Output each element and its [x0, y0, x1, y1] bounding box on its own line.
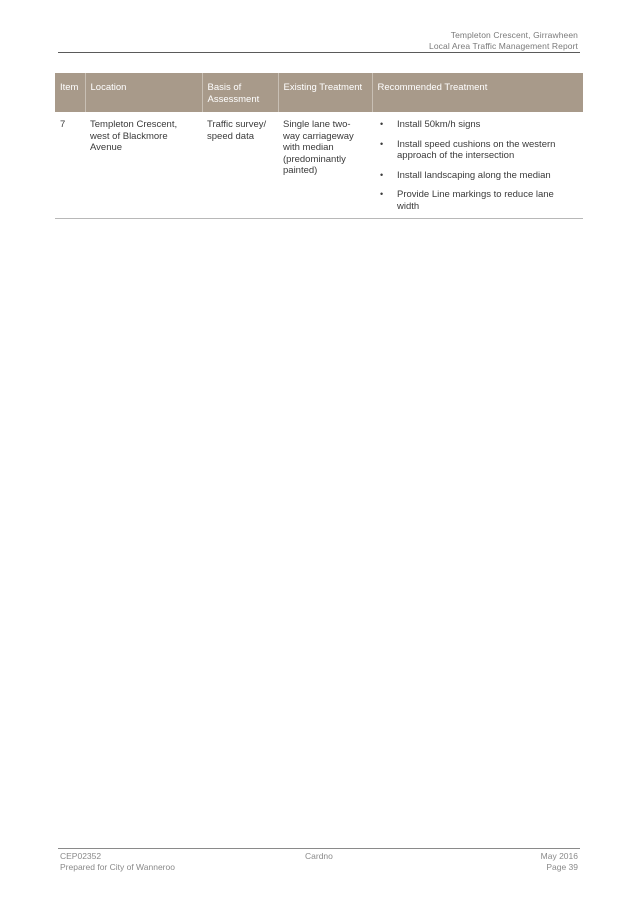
- footer-prepared: Prepared for City of Wanneroo: [60, 862, 175, 872]
- footer-page: Page 39: [546, 862, 578, 872]
- header-subtitle: Local Area Traffic Management Report: [429, 41, 578, 51]
- column-header-item: Item: [55, 73, 85, 112]
- footer-company: Cardno: [305, 851, 333, 861]
- list-item-text: Install landscaping along the median: [397, 169, 551, 181]
- list-item: [377, 170, 578, 182]
- column-header-recommended: Recommended Treatment: [372, 73, 583, 112]
- list-item-text: Install 50km/h signs: [397, 119, 481, 130]
- table-row: [55, 112, 583, 219]
- header-text: [429, 30, 578, 52]
- list-item: [377, 139, 578, 162]
- cell-item: 7: [55, 112, 85, 219]
- column-header-location: Location: [85, 73, 202, 112]
- header-divider: [58, 52, 580, 53]
- footer-date: May 2016: [540, 851, 578, 861]
- header-title: Templeton Crescent, Girrawheen: [450, 30, 578, 40]
- footer-right: [541, 851, 578, 873]
- cell-location: Templeton Crescent, west of Blackmore Avenue: [85, 112, 202, 219]
- column-header-existing: Existing Treatment: [278, 73, 372, 112]
- bullet-icon: •: [380, 169, 384, 180]
- footer-left: [60, 851, 175, 873]
- recommended-list: [377, 119, 578, 212]
- bullet-icon: •: [380, 189, 384, 199]
- treatment-table: [55, 73, 583, 219]
- list-item: [377, 189, 578, 212]
- bullet-icon: •: [380, 138, 384, 149]
- cell-basis: Traffic survey/ speed data: [202, 112, 278, 219]
- cell-recommended: [372, 112, 583, 219]
- list-item: [377, 119, 578, 131]
- column-header-basis: Basis of Assessment: [202, 73, 278, 112]
- footer-divider: [58, 848, 580, 849]
- cell-existing: Single lane two-way carriageway with median (predominantly painted): [278, 112, 372, 219]
- list-item-text: Install speed cushions on the western approach of the intersection: [397, 138, 556, 161]
- list-item-text: Provide Line markings to reduce lane width: [397, 189, 554, 212]
- table-header-row: [55, 73, 583, 112]
- bullet-icon: •: [380, 119, 384, 129]
- footer-ref: CEP02352: [60, 851, 102, 861]
